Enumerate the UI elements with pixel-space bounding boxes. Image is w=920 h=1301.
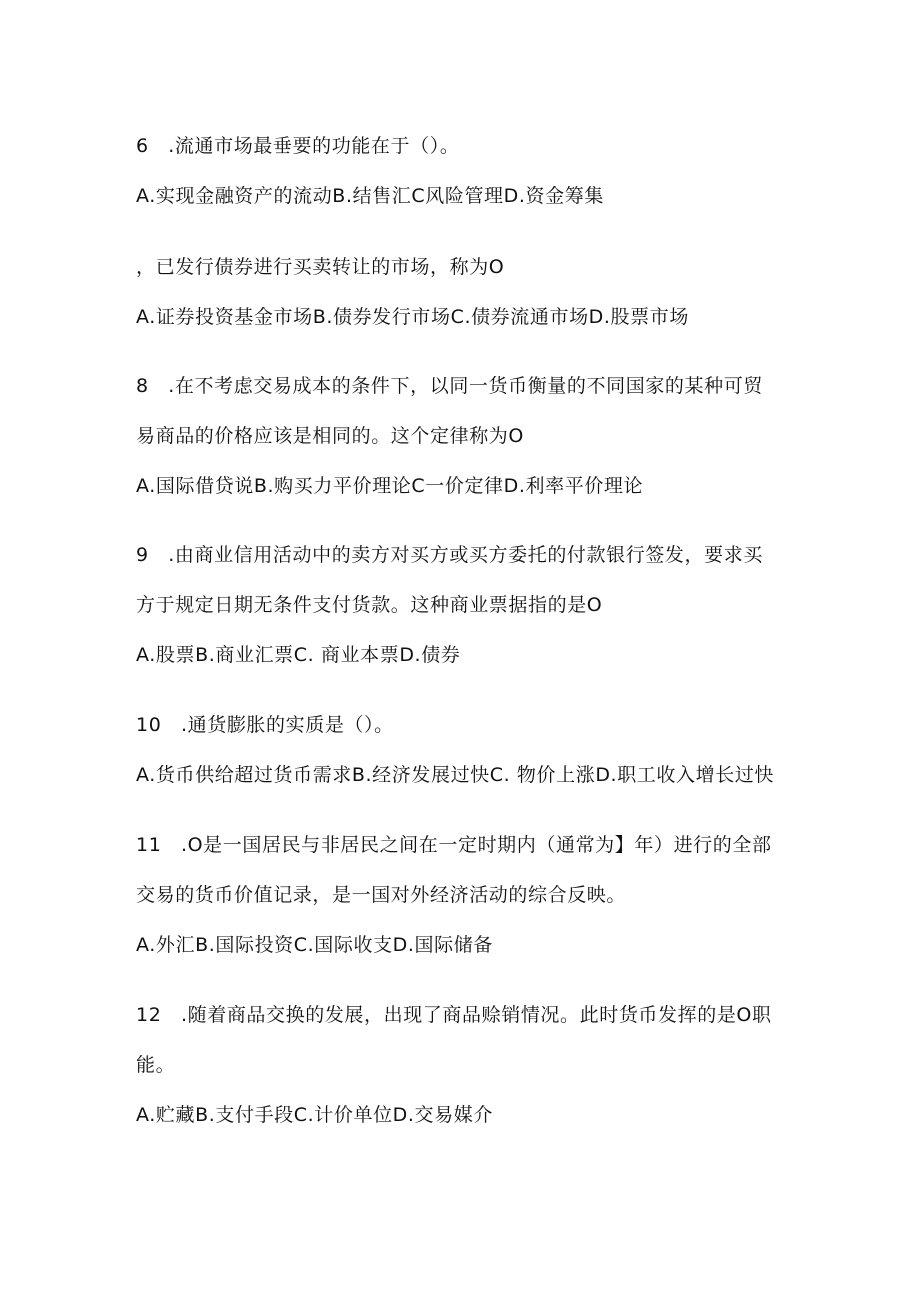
question-8-stem-line-1: 8 .在不考虑交易成本的条件下，以同一货币衡量的不同国家的某种可贸 bbox=[136, 375, 763, 397]
question-12-stem-line-1: 12 .随着商品交换的发展，出现了商品赊销情况。此时货币发挥的是O职 bbox=[136, 1004, 772, 1026]
question-9-stem-line-1: 9 .由商业信用活动中的卖方对买方或买方委托的付款银行签发，要求买 bbox=[136, 544, 763, 566]
question-10-options: A.货币供给超过货币需求B.经济发展过快C. 物价上涨D.职工收入增长过快 bbox=[136, 764, 774, 786]
question-11-stem-line-2: 交易的货币价值记录，是一国对外经济活动的综合反映。 bbox=[136, 884, 627, 906]
question-12-stem-line-2: 能。 bbox=[136, 1054, 176, 1076]
question-8-stem-line-2: 易商品的价格应该是相同的。这个定律称为O bbox=[136, 425, 524, 447]
question-7-stem: ，已发行债券进行买卖转让的市场，称为O bbox=[136, 256, 505, 278]
question-8-options: A.国际借贷说B.购买力平价理论C一价定律D.利率平价理论 bbox=[136, 475, 644, 497]
question-7-options: A.证券投资基金市场B.债券发行市场C.债券流通市场D.股票市场 bbox=[136, 306, 689, 328]
question-12-options: A.贮藏B.支付手段C.计价单位D.交易媒介 bbox=[136, 1104, 493, 1126]
question-6-options: A.实现金融资产的流动B.结售汇C风险管理D.资金筹集 bbox=[136, 185, 604, 207]
question-11-stem-line-1: 11 .O是一国居民与非居民之间在一定时期内（通常为】年）进行的全部 bbox=[136, 834, 772, 856]
question-9-stem-line-2: 方于规定日期无条件支付货款。这种商业票据指的是O bbox=[136, 594, 603, 616]
question-10-stem: 10 .通货膨胀的实质是（）。 bbox=[136, 714, 394, 736]
question-6-stem: 6 .流通市场最垂要的功能在于（）。 bbox=[136, 135, 460, 157]
question-11-options: A.外汇B.国际投资C.国际收支D.国际储备 bbox=[136, 934, 493, 956]
question-9-options: A.股票B.商业汇票C. 商业本票D.债券 bbox=[136, 644, 461, 666]
